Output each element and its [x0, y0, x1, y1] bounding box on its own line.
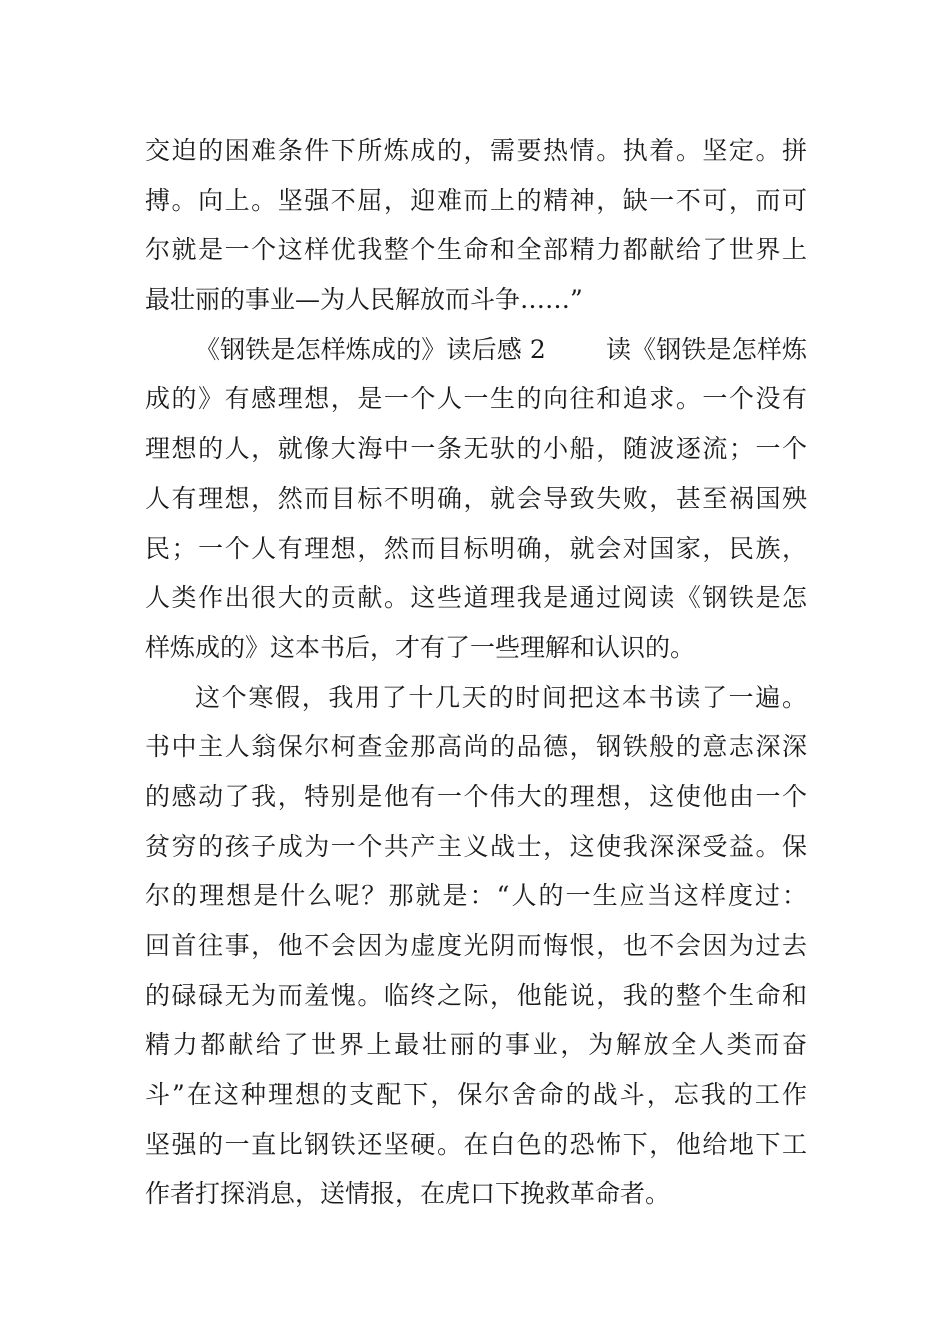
text-line: 人类作出很大的贡献。这些道理我是通过阅读《钢铁是怎 — [145, 583, 807, 613]
text-line: 最壮丽的事业—为人民解放而斗争……” — [145, 285, 583, 315]
text-line: 回首往事，他不会因为虚度光阴而悔恨，也不会因为过去 — [145, 931, 807, 960]
text-line: 斗”在这种理想的支配下，保尔舍命的战斗，忘我的工作 — [145, 1080, 807, 1110]
essay-heading: 《钢铁是怎样炼成的》读后感 2 — [195, 334, 546, 364]
text-line: 人有理想，然而目标不明确，就会导致失败，甚至祸国殃 — [145, 483, 807, 513]
text-line: 书中主人翁保尔柯查金那高尚的品德，钢铁般的意志深深 — [145, 732, 807, 762]
text-line: 搏。向上。坚强不屈，迎难而上的精神，缺一不可，而可 — [145, 185, 807, 215]
text-line: 的碌碌无为而羞愧。临终之际，他能说，我的整个生命和 — [145, 980, 807, 1010]
text-line: 贫穷的孩子成为一个共产主义战士，这使我深深受益。保 — [145, 831, 807, 861]
text-line: 民；一个人有理想，然而目标明确，就会对国家，民族， — [145, 533, 807, 563]
text-line: 的感动了我，特别是他有一个伟大的理想，这使他由一个 — [145, 781, 807, 811]
text-line: 成的》有感理想，是一个人一生的向往和追求。一个没有 — [145, 384, 807, 414]
text-line: 这个寒假，我用了十几天的时间把这本书读了一遍。 — [195, 682, 807, 712]
heading-line — [145, 325, 807, 375]
essay-subtitle: 读《钢铁是怎样炼 — [605, 334, 807, 364]
text-line: 样炼成的》这本书后，才有了一些理解和认识的。 — [145, 632, 696, 662]
text-line: 理想的人，就像大海中一条无驮的小船，随波逐流；一个 — [145, 434, 807, 464]
text-line: 尔就是一个这样优我整个生命和全部精力都献给了世界上 — [145, 235, 807, 265]
text-line: 尔的理想是什么呢？那就是：“人的一生应当这样度过： — [145, 881, 807, 911]
text-line: 坚强的一直比钢铁还坚硬。在白色的恐怖下，他给地下工 — [145, 1129, 807, 1159]
text-line: 精力都献给了世界上最壮丽的事业，为解放全人类而奋 — [145, 1030, 807, 1060]
text-line: 交迫的困难条件下所炼成的，需要热情。执着。坚定。拼 — [145, 136, 807, 165]
body-text — [145, 126, 807, 1219]
text-line: 作者打探消息，送情报，在虎口下挽救革命者。 — [145, 1179, 671, 1209]
